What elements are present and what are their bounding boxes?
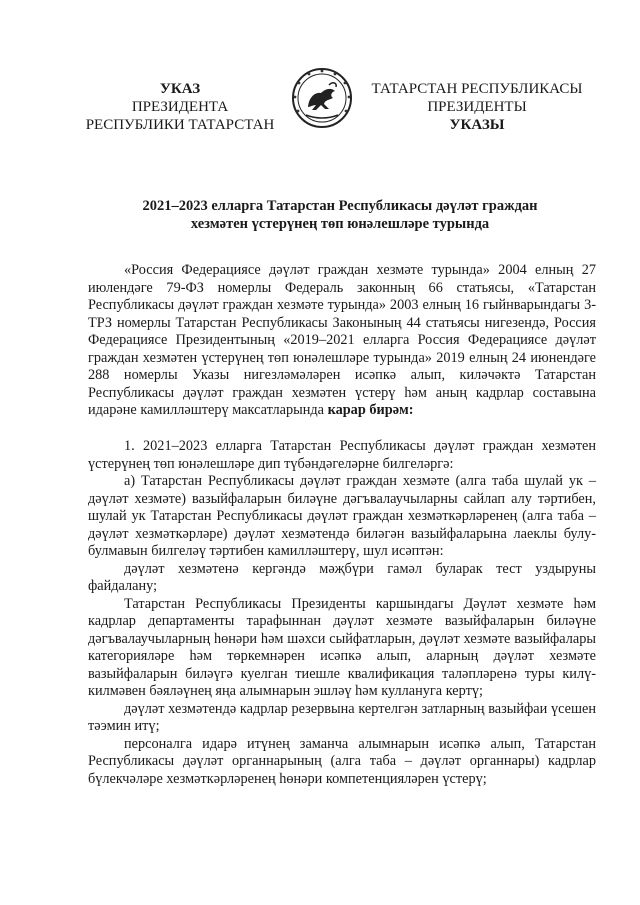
header-left-line-1: УКАЗ [159, 81, 201, 97]
paragraph-1: 1. 2021–2023 елларга Татарстан Республикасы дәүләт граждан хезмәтен үстерүнең төп юнәлешләре дип түбәндәгеләрне билгеләргә: [88, 438, 596, 472]
paragraph-a: а) Татарстан Республикасы дәүләт граждан хезмәте (алга таба шулай ук – дәүләт хезмәте) вазыйфаларын биләүне дәгъвалаучыларны сайлап алу тәртибен, шулай ук Татарстан Республикасы дәүләт граждан хезмәткәрләренең (алга таба – дәүләт хезмәткәрләре) дәүләт хезмәтендә биләгән вазыйфаларына лаеклы булу-булмавын билгеләү тәртибен камилләштерү, шул исәптән: [88, 473, 596, 559]
header-left [80, 80, 280, 134]
paragraph-testing: дәүләт хезмәтенә кергәндә мәҗбүри гамәл буларак тест уздыруны файдалану; [88, 560, 596, 594]
intro-paragraph [88, 262, 596, 420]
intro-text: «Россия Федерациясе дәүләт граждан хезмәте турында» 2004 елның 27 июлендәге 79-ФЗ номерлы Федераль законның 66 статьясы, «Татарстан Республикасы дәүләт граждан хезмәте турында» 2003 елның 16 гыйнварындагы 3-ТРЗ номерлы Татарстан Республикасы Законының 44 статьясы нигезендә, Россия Федерациясе Президентының «2019–2021 елларга Россия Федерациясе дәүләт граждан хезмәтен үстерүнең төп юнәлешләре турында» 2019 елның 24 июнендәге 288 номерлы Указы нигезләмәләрен исәпкә алып, киләчәктә Татарстан Республикасы дәүләт граждан хезмәтен үстерү һәм аның кадрлар составына идарәне камилләштерү максатларында [88, 262, 596, 418]
tatarstan-coat-of-arms-icon [291, 67, 353, 129]
main-text [88, 438, 596, 788]
intro-block [88, 262, 596, 420]
paragraph-department: Татарстан Республикасы Президенты каршындагы Дәүләт хезмәте һәм кадрлар департаменты тарафыннан дәүләт хезмәте вазыйфаларын биләүне дәгъвалаучыларның һөнәри һәм шәхси сыйфатларын, дәүләт хезмәте вазыйфалары категорияләре һәм төркемнәрен исәпкә алып, аларның дәүләт хезмәте вазыйфаларын биләүгә куелган тиешле квалификация таләпләренә туры килү-килмәвен бәяләүнең яңа алымнарын эшләү һәм куллануга кертү; [88, 595, 596, 699]
header-left-line-3: РЕСПУБЛИКИ ТАТАРСТАН [85, 117, 275, 133]
header-right-line-2: ПРЕЗИДЕНТЫ [427, 99, 527, 115]
title-line-1: 2021–2023 елларга Татарстан Республикасы дәүләт граждан [142, 198, 538, 214]
header-left-line-2: ПРЕЗИДЕНТА [131, 99, 229, 115]
header-right-line-1: ТАТАРСТАН РЕСПУБЛИКАСЫ [371, 81, 583, 97]
paragraph-reserve: дәүләт хезмәтендә кадрлар резервына кертелгән затларның вазыйфаи үсешен тәэмин итү; [88, 700, 596, 734]
header-right-line-3: УКАЗЫ [449, 117, 505, 133]
document-title [110, 197, 570, 233]
title-line-2: хезмәтен үстерүнең төп юнәлешләре турында [190, 216, 490, 232]
header-right [362, 80, 592, 134]
intro-decree-phrase: карар бирәм: [327, 402, 414, 418]
paragraph-personnel: персоналга идарә итүнең заманча алымнарын исәпкә алып, Татарстан Республикасы дәүләт органнарының (алга таба – дәүләт органнары) кадрлар бүлекчәләре хезмәткәрләренең һөнәри компетенцияләрен үстерү; [88, 735, 596, 787]
